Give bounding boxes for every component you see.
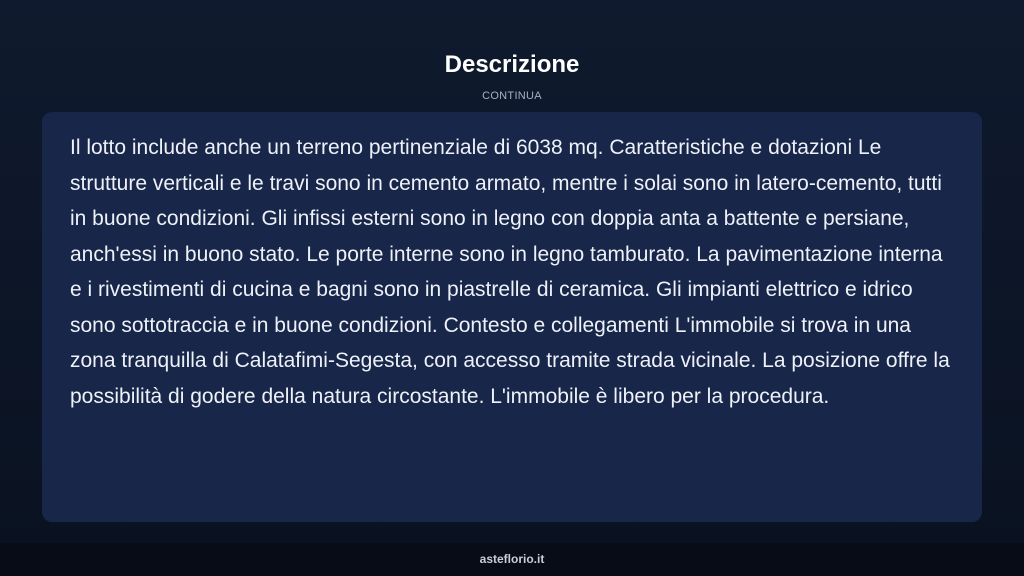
footer-bar xyxy=(0,543,1024,576)
footer-brand: asteflorio.it xyxy=(479,552,545,566)
description-text: Il lotto include anche un terreno pertinenziale di 6038 mq. Caratteristiche e dotazioni Le strutture verticali e le travi sono in cemento armato, mentre i solai sono in latero-cemento, tutti in buone condizioni. Gli infissi esterni sono in legno con doppia anta a battente e persiane, anch'essi in buono stato. Le porte interne sono in legno tamburato. La pavimentazione interna e i rivestimenti di cucina e bagni sono in piastrelle di ceramica. Gli impianti elettrico e idrico sono sottotraccia e in buone condizioni. Contesto e collegamenti L'immobile si trova in una zona tranquilla di Calatafimi-Segesta, con accesso tramite strada vicinale. La posizione offre la possibilità di godere della natura circostante. L'immobile è libero per la procedura. xyxy=(70,136,950,408)
page-title: Descrizione xyxy=(444,51,580,78)
page-subtitle: CONTINUA xyxy=(482,90,542,102)
description-card xyxy=(42,112,982,522)
